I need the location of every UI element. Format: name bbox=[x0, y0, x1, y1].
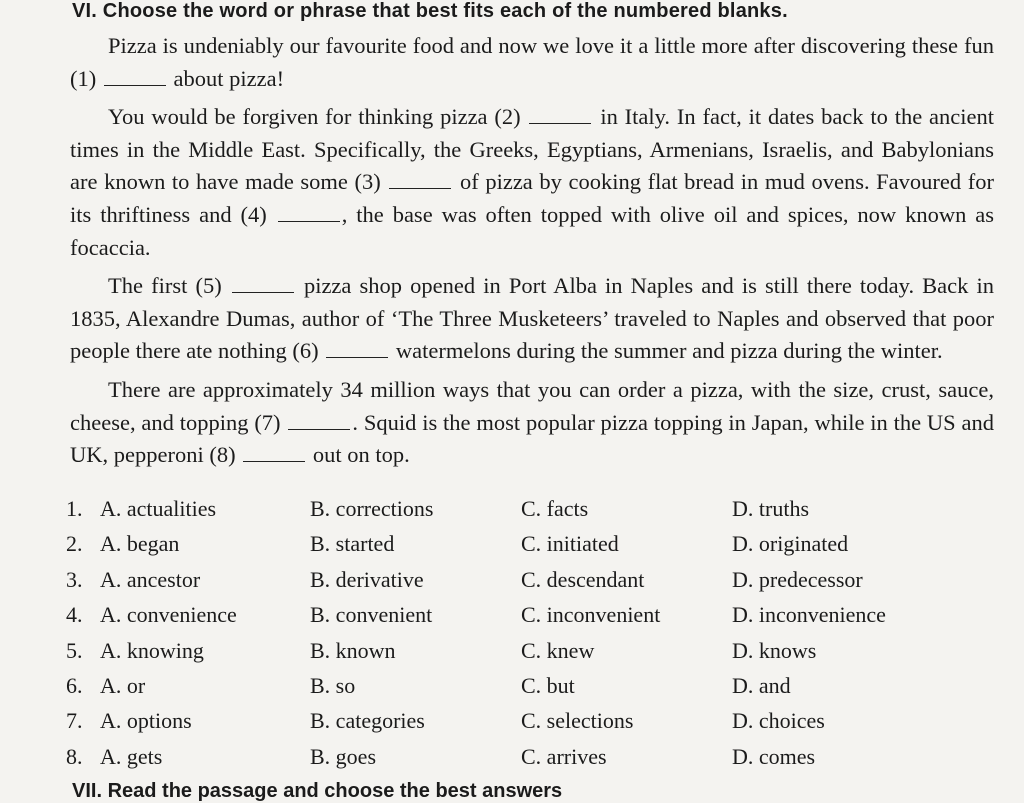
option-a[interactable]: A. gets bbox=[100, 743, 163, 769]
blank-7[interactable] bbox=[288, 411, 350, 430]
option-c[interactable]: C. descendant bbox=[521, 566, 645, 592]
blank-2[interactable] bbox=[529, 105, 591, 124]
question-number: 2. bbox=[66, 531, 83, 557]
paragraph-1 bbox=[70, 30, 994, 95]
option-a[interactable]: A. began bbox=[100, 531, 180, 557]
question-number: 8. bbox=[66, 743, 83, 769]
question-number: 1. bbox=[66, 496, 83, 521]
text: watermelons during the summer and pizza during the winter. bbox=[395, 338, 943, 364]
text: in Italy. In fact, it dates back to the ancient times in the Middle East. Specifically, the Greeks, Egyptians, Armenians, Israelis, and Babylonians are known to have made some (3) bbox=[70, 104, 995, 195]
option-c[interactable]: C. but bbox=[521, 672, 575, 698]
option-b[interactable]: B. so bbox=[310, 672, 356, 698]
option-a[interactable]: A. options bbox=[100, 708, 192, 734]
paragraph-4 bbox=[70, 374, 994, 472]
option-d[interactable]: D. and bbox=[732, 672, 791, 698]
text: You would be forgiven for thinking pizza (2) bbox=[108, 104, 521, 130]
option-b[interactable]: B. started bbox=[310, 531, 395, 557]
option-c[interactable]: C. inconvenient bbox=[521, 602, 661, 628]
question-number: 6. bbox=[66, 672, 83, 698]
option-a[interactable]: A. knowing bbox=[100, 637, 204, 663]
option-d[interactable]: D. predecessor bbox=[732, 566, 863, 592]
option-c[interactable]: C. selections bbox=[521, 708, 634, 734]
question-number: 7. bbox=[66, 708, 83, 734]
option-b[interactable]: B. derivative bbox=[310, 566, 424, 592]
next-section-heading: VII. Read the passage and choose the best answers bbox=[72, 780, 563, 802]
question-row bbox=[66, 531, 1006, 566]
option-d[interactable]: D. originated bbox=[732, 531, 849, 557]
text: The first (5) bbox=[108, 273, 222, 299]
option-d[interactable]: D. comes bbox=[732, 743, 816, 769]
blank-1[interactable] bbox=[104, 67, 166, 86]
question-number: 4. bbox=[66, 602, 83, 628]
option-b[interactable]: B. known bbox=[310, 637, 396, 663]
text: , the base was often topped with olive oil and spices, now known as focaccia. bbox=[70, 201, 994, 260]
option-b[interactable]: B. convenient bbox=[310, 602, 433, 628]
text: about pizza! bbox=[173, 65, 285, 91]
text: There are approximately 34 million ways that you can order a pizza, with the size, crust, sauce, cheese, and topping (7) bbox=[70, 376, 994, 435]
blank-6[interactable] bbox=[326, 339, 388, 358]
option-b[interactable]: B. corrections bbox=[310, 496, 434, 521]
text: Pizza is undeniably our favourite food and now we love it a little more after discovering these fun (1) bbox=[70, 33, 994, 91]
paragraph-2 bbox=[70, 101, 994, 264]
blank-5[interactable] bbox=[232, 274, 294, 293]
blank-4[interactable] bbox=[278, 203, 340, 222]
question-number: 5. bbox=[66, 637, 83, 663]
blank-3[interactable] bbox=[389, 170, 451, 189]
option-d[interactable]: D. choices bbox=[732, 708, 825, 734]
option-a[interactable]: A. or bbox=[100, 672, 146, 698]
option-c[interactable]: C. initiated bbox=[521, 531, 619, 557]
option-d[interactable]: D. inconvenience bbox=[732, 602, 886, 628]
option-d[interactable]: D. truths bbox=[732, 496, 809, 521]
section-heading: VI. Choose the word or phrase that best fits each of the numbered blanks. bbox=[72, 0, 788, 22]
question-row bbox=[66, 496, 1006, 531]
text: pizza shop opened in Port Alba in Naples and is still there today. Back in 1835, Alexandre Dumas, author of ‘The Three Musketeers’ traveled to Naples and observed that poor people there ate nothing (6) bbox=[70, 273, 995, 364]
option-a[interactable]: A. convenience bbox=[100, 602, 237, 628]
question-row bbox=[66, 567, 1006, 602]
option-d[interactable]: D. knows bbox=[732, 637, 817, 663]
option-c[interactable]: C. knew bbox=[521, 637, 595, 663]
text: out on top. bbox=[312, 442, 410, 468]
blank-8[interactable] bbox=[243, 443, 305, 462]
passage bbox=[70, 30, 994, 478]
question-row bbox=[66, 673, 1006, 708]
question-row bbox=[66, 708, 1006, 743]
option-c[interactable]: C. facts bbox=[521, 496, 589, 521]
question-row bbox=[66, 602, 1006, 637]
option-a[interactable]: A. actualities bbox=[100, 496, 217, 521]
option-c[interactable]: C. arrives bbox=[521, 743, 607, 769]
question-row bbox=[66, 638, 1006, 673]
question-number: 3. bbox=[66, 566, 83, 592]
text: of pizza by cooking flat bread in mud ovens. Favoured for its thriftiness and (4) bbox=[70, 169, 994, 227]
paragraph-3 bbox=[70, 270, 994, 368]
question-row bbox=[66, 744, 1006, 779]
answer-options bbox=[66, 496, 1006, 779]
option-b[interactable]: B. goes bbox=[310, 743, 376, 769]
option-b[interactable]: B. categories bbox=[310, 708, 425, 734]
text: . Squid is the most popular pizza topping in Japan, while in the US and UK, pepperoni (8) bbox=[70, 409, 995, 468]
option-a[interactable]: A. ancestor bbox=[100, 566, 201, 592]
